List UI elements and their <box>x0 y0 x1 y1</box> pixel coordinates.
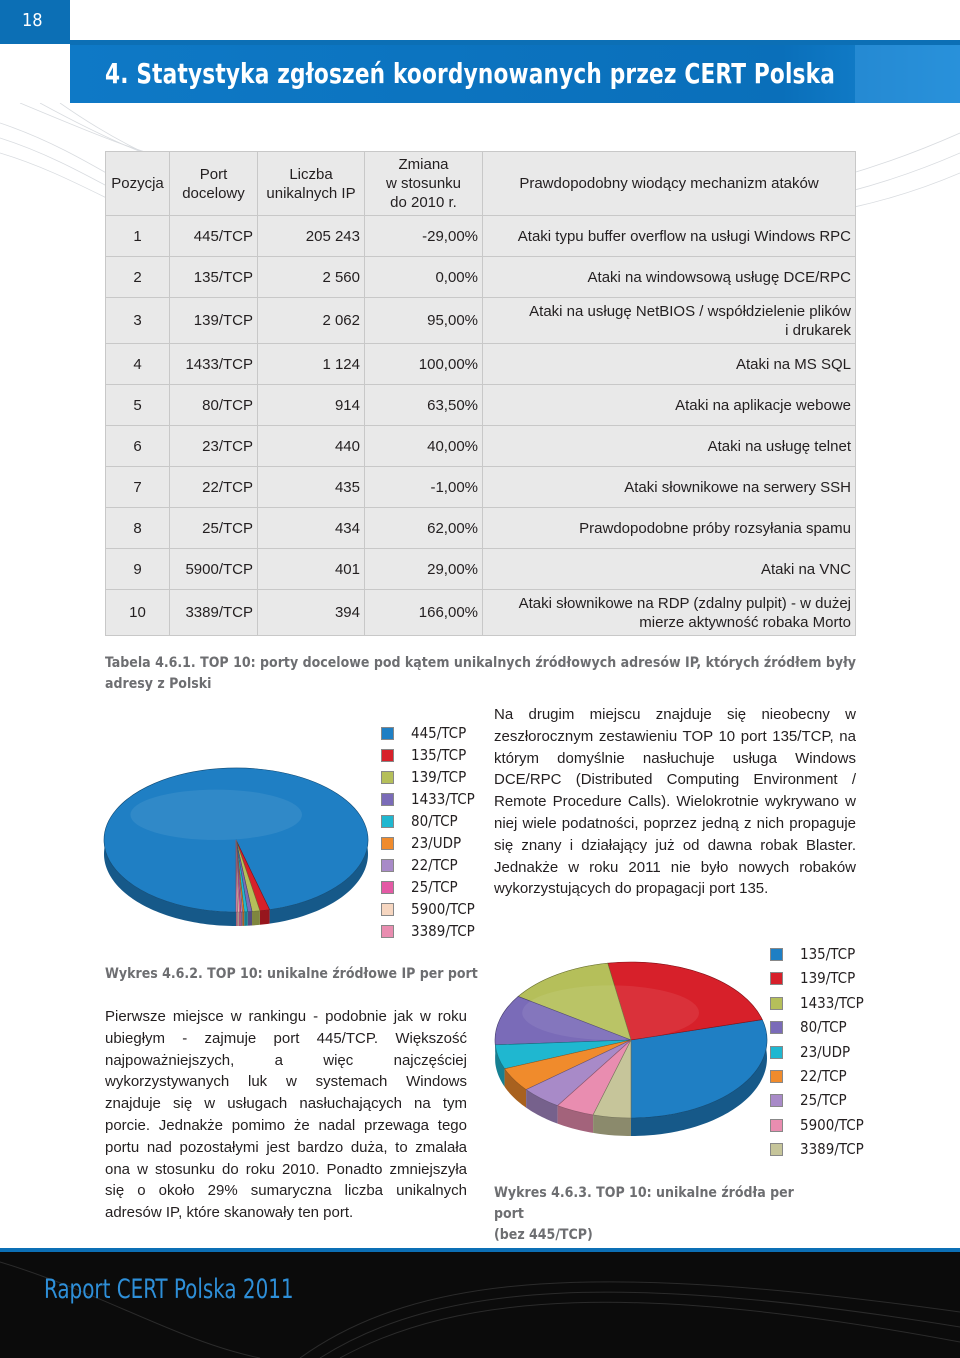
table-caption: Tabela 4.6.1. TOP 10: porty docelowe pod kątem unikalnych źródłowych adresów IP, których źródłem były adresy z Polski <box>105 655 856 692</box>
legend-swatch <box>770 1143 783 1156</box>
chart1-legend <box>381 722 475 942</box>
legend-swatch <box>770 1021 783 1034</box>
legend-item <box>381 766 475 788</box>
pie-slice-side <box>239 912 241 926</box>
cell-position: 4 <box>106 344 170 385</box>
legend-item <box>381 898 475 920</box>
legend-label: 23/UDP <box>800 1042 851 1061</box>
header-count: Liczba unikalnych IP <box>258 152 365 216</box>
cell-port: 5900/TCP <box>170 549 258 590</box>
legend-swatch <box>381 925 394 938</box>
cell-mechanism: Ataki słownikowe na serwery SSH <box>483 467 856 508</box>
pie-slice-side <box>244 912 248 926</box>
cell-change: -1,00% <box>365 467 483 508</box>
footer-swirl-decoration <box>0 1252 960 1358</box>
cell-port: 22/TCP <box>170 467 258 508</box>
legend-label: 135/TCP <box>800 945 856 963</box>
cell-change: 63,50% <box>365 385 483 426</box>
cell-count: 435 <box>258 467 365 508</box>
cell-count: 914 <box>258 385 365 426</box>
legend-swatch <box>381 903 394 916</box>
legend-item <box>770 1113 864 1137</box>
pie-slice-side <box>248 911 252 925</box>
cell-position: 8 <box>106 508 170 549</box>
legend-swatch <box>381 859 394 872</box>
legend-swatch <box>381 815 394 828</box>
cell-change: 100,00% <box>365 344 483 385</box>
legend-label: 80/TCP <box>411 812 458 830</box>
table-row <box>106 590 856 636</box>
legend-label: 25/TCP <box>800 1091 847 1110</box>
legend-item <box>381 920 475 942</box>
cell-port: 135/TCP <box>170 257 258 298</box>
header-port: Port docelowy <box>170 152 258 216</box>
cell-port: 1433/TCP <box>170 344 258 385</box>
legend-label: 139/TCP <box>800 969 856 988</box>
cell-port: 445/TCP <box>170 216 258 257</box>
page-number: 18 <box>0 0 70 44</box>
legend-label: 1433/TCP <box>411 790 475 808</box>
legend-item <box>770 1137 864 1161</box>
legend-item <box>770 1015 864 1039</box>
legend-swatch <box>770 972 783 985</box>
chart1-caption: Wykres 4.6.2. TOP 10: unikalne źródłowe IP per port <box>105 966 478 982</box>
pie-chart-all-ports <box>100 752 380 947</box>
legend-item <box>381 876 475 898</box>
cell-mechanism: Prawdopodobne próby rozsyłania spamu <box>483 508 856 549</box>
legend-item <box>381 810 475 832</box>
section-title: 4. Statystyka zgłoszeń koordynowanych przez CERT Polska <box>105 57 835 90</box>
cell-count: 1 124 <box>258 344 365 385</box>
section-title-bar <box>70 45 960 103</box>
legend-swatch <box>770 1119 783 1132</box>
cell-count: 2 560 <box>258 257 365 298</box>
legend-label: 3389/TCP <box>800 1140 864 1159</box>
paragraph-port-135: Na drugim miejscu znajduje się nieobecny w zeszłorocznym zestawieniu TOP 10 port 135/TCP, na którym domyślnie nasłuchuje usługa Windows DCE/RPC (Distributed Computing Environment / Remote Procedure Calls). Wielokrotnie wykrywano w niej wiele podatności, poprzez jedną z nich propaguje się znany i działający już od dawna robak Blaster. Jednakże w roku 2011 nie było nowych robaków wykorzystujących do propagacji port 135. <box>494 706 856 898</box>
legend-swatch <box>381 793 394 806</box>
table-header-row <box>106 152 856 216</box>
pie-slice-side <box>241 912 243 926</box>
cell-mechanism: Ataki na usługę NetBIOS / współdzielenie plików i drukarek <box>483 298 856 344</box>
legend-item <box>381 832 475 854</box>
legend-item <box>770 966 864 990</box>
cell-position: 9 <box>106 549 170 590</box>
legend-item <box>381 744 475 766</box>
cell-count: 2 062 <box>258 298 365 344</box>
chart2-legend <box>770 942 864 1162</box>
legend-label: 22/TCP <box>411 856 458 874</box>
cell-change: 0,00% <box>365 257 483 298</box>
table-row <box>106 385 856 426</box>
pie-slice-side <box>252 911 260 926</box>
legend-swatch <box>381 881 394 894</box>
legend-label: 23/UDP <box>411 834 462 852</box>
cell-count: 205 243 <box>258 216 365 257</box>
cell-change: 95,00% <box>365 298 483 344</box>
cell-count: 401 <box>258 549 365 590</box>
footer <box>0 1252 960 1358</box>
table-row <box>106 344 856 385</box>
cell-mechanism: Ataki na aplikacje webowe <box>483 385 856 426</box>
legend-item <box>770 991 864 1015</box>
cell-port: 23/TCP <box>170 426 258 467</box>
legend-label: 22/TCP <box>800 1066 847 1085</box>
legend-swatch <box>770 948 783 961</box>
pie-gloss <box>522 985 699 1040</box>
legend-label: 1433/TCP <box>800 993 864 1012</box>
cell-change: 166,00% <box>365 590 483 636</box>
chart2-caption: Wykres 4.6.3. TOP 10: unikalne źródła per port (bez 445/TCP) <box>494 1185 794 1243</box>
table-row <box>106 298 856 344</box>
legend-swatch <box>770 1046 783 1059</box>
cell-mechanism: Ataki na usługę telnet <box>483 426 856 467</box>
legend-item <box>381 722 475 744</box>
paragraph-port-445: Pierwsze miejsce w rankingu - podobnie jak w roku ubiegłym - zajmuje port 445/TCP. Większość najpoważniejszych, a więc najczęściej wykorzystywanych luk w systemach Windows znajduje się w usługach nasłuchających na tym porcie. Jednakże pomimo że nadal przewaga tego portu nad pozostałymi jest bardzo duża, to zmalała ona w stosunku do roku 2010. Ponadto zmniejszyła się o około 29% sumaryczna liczba unikalnych adresów IP, które skanowały ten port. <box>105 1008 467 1222</box>
cell-mechanism: Ataki słownikowe na RDP (zdalny pulpit) - w dużej mierze aktywność robaka Morto <box>483 590 856 636</box>
legend-label: 3389/TCP <box>411 922 475 940</box>
pie-slice-side <box>236 912 238 926</box>
legend-swatch <box>770 1094 783 1107</box>
cell-port: 25/TCP <box>170 508 258 549</box>
legend-label: 135/TCP <box>411 746 467 764</box>
legend-item <box>770 1088 864 1112</box>
legend-swatch <box>381 749 394 762</box>
cell-mechanism: Ataki typu buffer overflow na usługi Windows RPC <box>483 216 856 257</box>
top10-ports-table <box>105 151 856 636</box>
cell-count: 394 <box>258 590 365 636</box>
cell-mechanism: Ataki na MS SQL <box>483 344 856 385</box>
pie-slice-side <box>260 910 270 925</box>
legend-label: 80/TCP <box>800 1018 847 1037</box>
legend-item <box>381 788 475 810</box>
legend-swatch <box>770 997 783 1010</box>
title-accent <box>855 45 960 103</box>
cell-change: 40,00% <box>365 426 483 467</box>
pie-chart-without-445 <box>488 948 774 1173</box>
table-row <box>106 508 856 549</box>
pie-gloss <box>130 790 302 840</box>
legend-item <box>770 1040 864 1064</box>
header-change: Zmiana w stosunku do 2010 r. <box>365 152 483 216</box>
legend-item <box>770 1064 864 1088</box>
cell-position: 3 <box>106 298 170 344</box>
cell-count: 434 <box>258 508 365 549</box>
legend-swatch <box>770 1070 783 1083</box>
pie-slice-side <box>238 912 240 926</box>
legend-label: 5900/TCP <box>411 900 475 918</box>
cell-change: 62,00% <box>365 508 483 549</box>
cell-port: 80/TCP <box>170 385 258 426</box>
legend-label: 5900/TCP <box>800 1115 864 1134</box>
legend-swatch <box>381 837 394 850</box>
legend-swatch <box>381 771 394 784</box>
cell-position: 7 <box>106 467 170 508</box>
footer-title: Raport CERT Polska 2011 <box>44 1274 294 1305</box>
table-row <box>106 426 856 467</box>
legend-label: 139/TCP <box>411 768 467 786</box>
table-row <box>106 257 856 298</box>
cell-position: 5 <box>106 385 170 426</box>
cell-port: 139/TCP <box>170 298 258 344</box>
cell-position: 2 <box>106 257 170 298</box>
pie-slice-side <box>242 912 244 926</box>
header-position: Pozycja <box>106 152 170 216</box>
legend-item <box>770 942 864 966</box>
cell-change: 29,00% <box>365 549 483 590</box>
legend-label: 445/TCP <box>411 724 467 742</box>
header-mechanism: Prawdopodobny wiodący mechanizm ataków <box>483 152 856 216</box>
table-row <box>106 549 856 590</box>
legend-item <box>381 854 475 876</box>
cell-mechanism: Ataki na VNC <box>483 549 856 590</box>
table-row <box>106 216 856 257</box>
table-row <box>106 467 856 508</box>
cell-mechanism: Ataki na windowsową usługę DCE/RPC <box>483 257 856 298</box>
cell-position: 1 <box>106 216 170 257</box>
cell-position: 10 <box>106 590 170 636</box>
legend-label: 25/TCP <box>411 878 458 896</box>
cell-change: -29,00% <box>365 216 483 257</box>
cell-position: 6 <box>106 426 170 467</box>
cell-count: 440 <box>258 426 365 467</box>
legend-swatch <box>381 727 394 740</box>
cell-port: 3389/TCP <box>170 590 258 636</box>
